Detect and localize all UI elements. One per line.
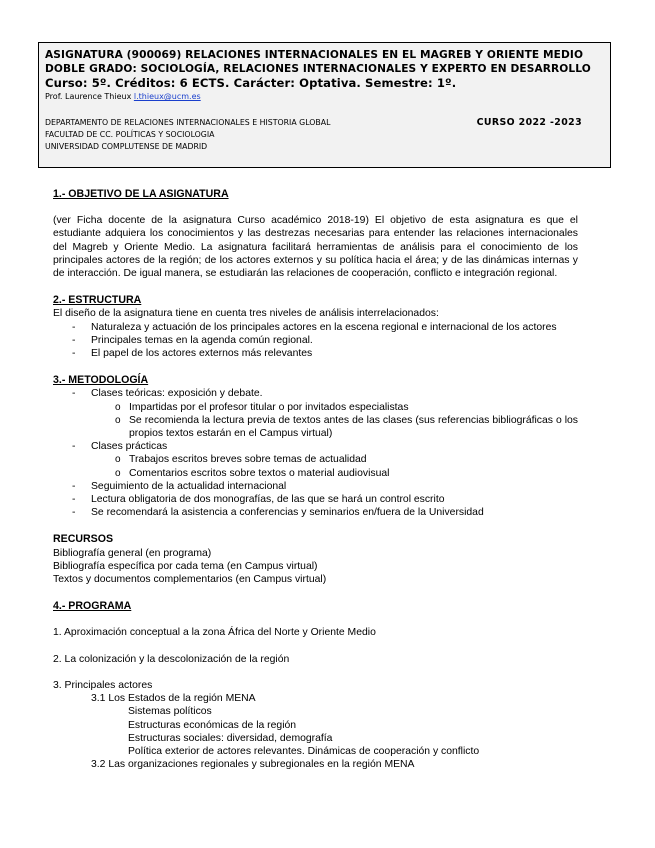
course-header <box>38 42 611 168</box>
section-programa-title: 4.- PROGRAMA <box>53 600 132 613</box>
recursos-item: Bibliografía específica por cada tema (en Campus virtual) <box>53 560 318 572</box>
faculty-name: FACULTAD DE CC. POLÍTICAS Y SOCIOLOGIA <box>45 130 215 139</box>
degree-line: DOBLE GRADO: SOCIOLOGÍA, RELACIONES INTERNACIONALES Y EXPERTO EN DESARROLLO <box>45 63 591 75</box>
list-item: - Principales temas en la agenda común regional. <box>91 334 578 347</box>
section-estructura-intro: El diseño de la asignatura tiene en cuenta tres niveles de análisis interrelacionados: <box>53 308 439 320</box>
professor-line <box>45 91 604 103</box>
list-item <box>91 387 578 440</box>
list-item: - Naturaleza y actuación de los principales actores en la escena regional e internacional de los actores <box>91 321 578 334</box>
practicas-sublist <box>91 453 578 479</box>
recursos-item: Bibliografía general (en programa) <box>53 547 212 559</box>
programa-subsubitem: Estructuras sociales: diversidad, demografía <box>128 732 333 744</box>
sub-list-item: o Impartidas por el profesor titular o por invitados especialistas <box>129 401 578 414</box>
sub-list-item: o Se recomienda la lectura previa de textos antes de las clases (sus referencias bibliográficas o los propios textos estarán en el Campus virtual) <box>129 414 578 440</box>
course-details: Curso: 5º. Créditos: 6 ECTS. Carácter: Optativa. Semestre: 1º. <box>45 76 457 90</box>
department-row <box>45 117 604 129</box>
section-objetivo-text: (ver Ficha docente de la asignatura Curso académico 2018-19) El objetivo de esta asignatura es que el estudiante adquiera los conocimientos y las destrezas necesarias para entender las relaciones internacionales del Magreb y Oriente Medio. La asignatura facilitará herramientas de análisis para el conocimiento de los principales actores de la región; de los actores externos y su política hacia el área; y de las dinámicas internas y de interacción. De igual manera, se estudiarán las relaciones de cooperación, conflicto e integración regional. <box>53 215 578 280</box>
sub-list-item: o Trabajos escritos breves sobre temas de actualidad <box>129 453 578 466</box>
clases-teoricas-label: Clases teóricas: exposición y debate. <box>91 388 263 400</box>
list-item: - Lectura obligatoria de dos monografías, de las que se hará un control escrito <box>91 493 578 506</box>
metodologia-list <box>53 387 578 519</box>
document-body <box>53 188 578 771</box>
programa-subsubitem: Política exterior de actores relevantes. Dinámicas de cooperación y conflicto <box>128 745 480 757</box>
section-objetivo-title: 1.- OBJETIVO DE LA ASIGNATURA <box>53 188 229 200</box>
programa-item: 2. La colonización y la descolonización de la región <box>53 653 290 665</box>
list-item <box>91 440 578 480</box>
section-estructura-title: 2.- ESTRUCTURA <box>53 294 142 307</box>
sub-list-item: o Comentarios escritos sobre textos o material audiovisual <box>129 467 578 480</box>
programa-subsubitem: Sistemas políticos <box>128 706 212 718</box>
section-recursos-title: RECURSOS <box>53 533 114 546</box>
list-item: - Se recomendará la asistencia a conferencias y seminarios en/fuera de la Universidad <box>91 506 578 519</box>
programa-item: 3. Principales actores <box>53 679 153 691</box>
recursos-item: Textos y documentos complementarios (en Campus virtual) <box>53 574 327 586</box>
department-name: DEPARTAMENTO DE RELACIONES INTERNACIONALES E HISTORIA GLOBAL <box>45 118 331 127</box>
list-item: - Seguimiento de la actualidad internacional <box>91 480 578 493</box>
course-title: ASIGNATURA (900069) RELACIONES INTERNACIONALES EN EL MAGREB Y ORIENTE MEDIO <box>45 49 584 61</box>
teoricas-sublist <box>91 401 578 441</box>
clases-practicas-label: Clases prácticas <box>91 441 168 453</box>
professor-name: Prof. Laurence Thieux <box>45 92 132 101</box>
list-item: - El papel de los actores externos más relevantes <box>91 347 578 360</box>
programa-subitem: 3.1 Los Estados de la región MENA <box>91 693 256 705</box>
professor-email-link[interactable]: l.thieux@ucm.es <box>133 92 201 101</box>
programa-subitem: 3.2 Las organizaciones regionales y subregionales en la región MENA <box>91 759 415 771</box>
programa-subsubitem: Estructuras económicas de la región <box>128 719 297 731</box>
estructura-list <box>53 321 578 361</box>
university-name: UNIVERSIDAD COMPLUTENSE DE MADRID <box>45 142 208 151</box>
section-metodologia-title: 3.- METODOLOGÍA <box>53 374 149 387</box>
programa-item: 1. Aproximación conceptual a la zona África del Norte y Oriente Medio <box>53 627 376 639</box>
academic-year: CURSO 2022 -2023 <box>476 117 582 128</box>
